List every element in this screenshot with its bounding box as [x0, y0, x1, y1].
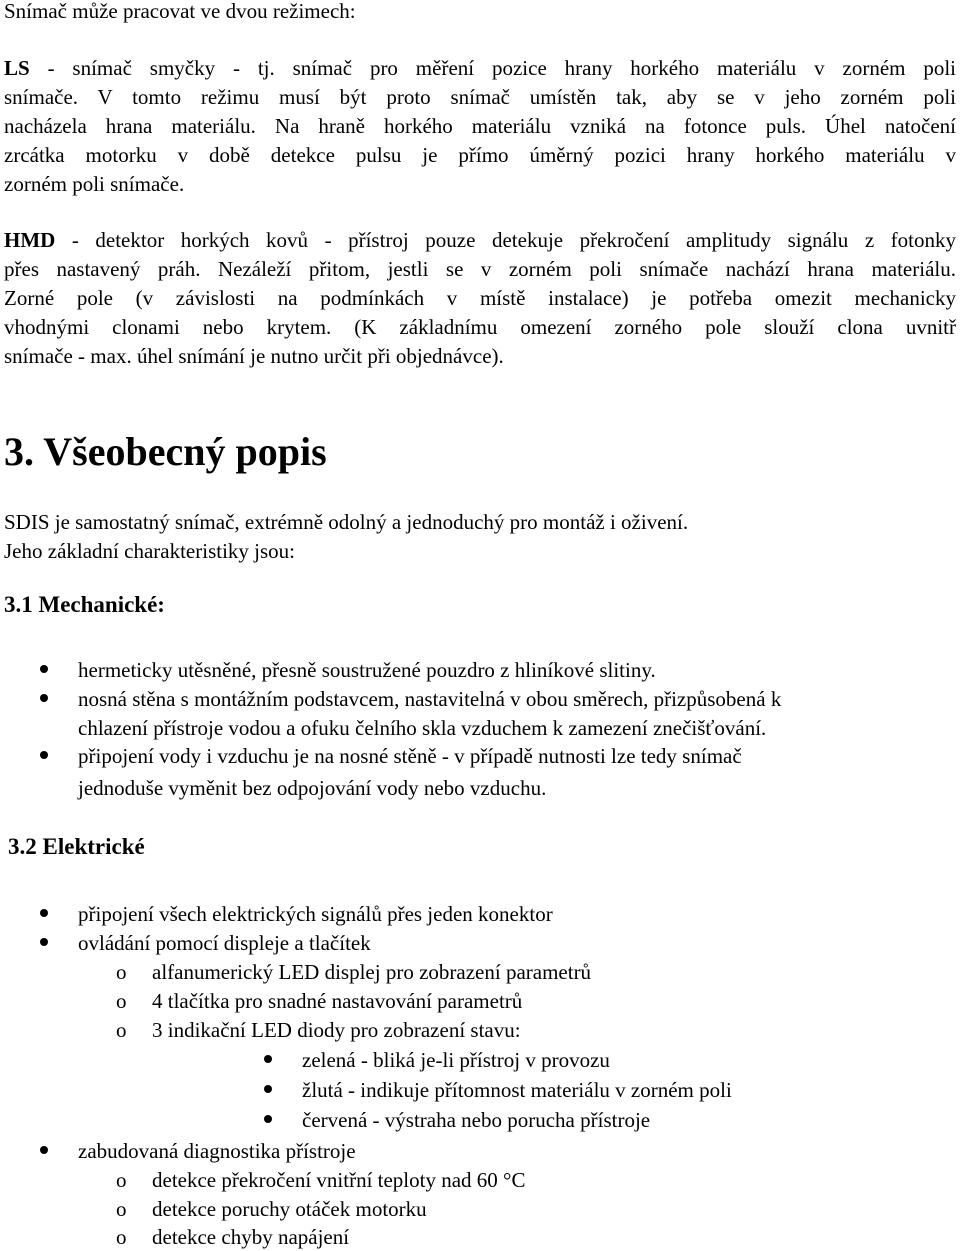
mech-item-2-line-1: nosná stěna s montážním podstavcem, nastavitelná v obou směrech, přizpůsobená k [78, 687, 782, 711]
section-3-2-title: 3.2 Elektrické [8, 834, 145, 859]
elec-item-2: ovládání pomocí displeje a tlačítek [78, 931, 371, 955]
sub-bullet-marker: o [116, 1225, 127, 1249]
sub-bullet-marker: o [116, 1197, 127, 1221]
hmd-line-3: Zorné pole (v závislosti na podmínkách v místě instalace) je potřeba omezit mechanicky [4, 286, 956, 310]
controls-sub-2: 4 tlačítka pro snadné nastavování parametrů [152, 989, 523, 1013]
hmd-line-5: snímače - max. úhel snímání je nutno určit při objednávce). [4, 344, 504, 368]
controls-sub-3: 3 indikační LED diody pro zobrazení stavu: [152, 1018, 521, 1042]
ls-term: LS [4, 56, 30, 80]
hmd-line-2: přes nastavený práh. Nezáleží přitom, jestli se v zorném poli snímače nachází hrana materiálu. [4, 257, 956, 281]
diagnostics-sub-2: detekce poruchy otáček motorku [152, 1197, 427, 1221]
led-state-red: červená - výstraha nebo porucha přístroje [302, 1108, 651, 1132]
diagnostics-sub-1: detekce překročení vnitřní teploty nad 60 °C [152, 1168, 526, 1192]
sub-bullet-marker: o [116, 1018, 127, 1042]
section-3-title: 3. Všeobecný popis [4, 429, 327, 474]
bullet-icon [264, 1115, 272, 1123]
bullet-icon [264, 1055, 272, 1063]
elec-item-3: zabudovaná diagnostika přístroje [78, 1139, 356, 1163]
section-3-1-title: 3.1 Mechanické: [4, 592, 165, 617]
sub-bullet-marker: o [116, 989, 127, 1013]
bullet-icon [40, 665, 48, 673]
sub-bullet-marker: o [116, 1168, 127, 1192]
led-state-green: zelená - bliká je-li přístroj v provozu [302, 1048, 610, 1072]
mech-item-2-line-2: chlazení přístroje vodou a ofuku čelního skla vzduchem k zamezení znečišťování. [78, 716, 767, 740]
ls-line-4: zrcátka motorku v době detekce pulsu je přímo úměrný pozici hrany horkého materiálu v [4, 143, 956, 167]
intro-text: Snímač může pracovat ve dvou režimech: [4, 0, 356, 23]
bullet-icon [40, 938, 48, 946]
bullet-icon [40, 1146, 48, 1154]
bullet-icon [40, 909, 48, 917]
mech-item-3-line-1: připojení vody i vzduchu je na nosné stěně - v případě nutnosti lze tedy snímač [78, 744, 742, 768]
ls-line-2: snímače. V tomto režimu musí být proto snímač umístěn tak, aby se v jeho zorném poli [4, 85, 956, 109]
diagnostics-sub-3: detekce chyby napájení [152, 1225, 350, 1249]
led-state-yellow: žlutá - indikuje přítomnost materiálu v zorném poli [302, 1078, 732, 1102]
ls-line-1: LS - snímač smyčky - tj. snímač pro měření pozice hrany horkého materiálu v zorném poli [4, 56, 957, 80]
mech-item-3-line-2: jednoduše vyměnit bez odpojování vody nebo vzduchu. [78, 776, 547, 800]
bullet-icon [264, 1085, 272, 1093]
hmd-term: HMD [4, 228, 56, 252]
sub-bullet-marker: o [116, 960, 127, 984]
hmd-line-1: HMD - detektor horkých kovů - přístroj pouze detekuje překročení amplitudy signálu z fotonky [4, 228, 956, 252]
ls-line-3: nacházela hrana materiálu. Na hraně horkého materiálu vzniká na fotonce puls. Úhel natočení [4, 114, 956, 138]
bullet-icon [40, 751, 48, 759]
ls-line-5: zorném poli snímače. [4, 172, 185, 196]
hmd-line-4: vhodnými clonami nebo krytem. (K základnímu omezení zorného pole slouží clona uvnitř [4, 315, 956, 339]
section-3-description-1: SDIS je samostatný snímač, extrémně odolný a jednoduchý pro montáž i oživení. [4, 510, 689, 534]
controls-sub-1: alfanumerický LED displej pro zobrazení parametrů [152, 960, 592, 984]
section-3-description-2: Jeho základní charakteristiky jsou: [4, 539, 295, 563]
elec-item-1: připojení všech elektrických signálů přes jeden konektor [78, 902, 553, 926]
mech-item-1: hermeticky utěsněné, přesně soustružené pouzdro z hliníkové slitiny. [78, 658, 656, 682]
bullet-icon [40, 694, 48, 702]
